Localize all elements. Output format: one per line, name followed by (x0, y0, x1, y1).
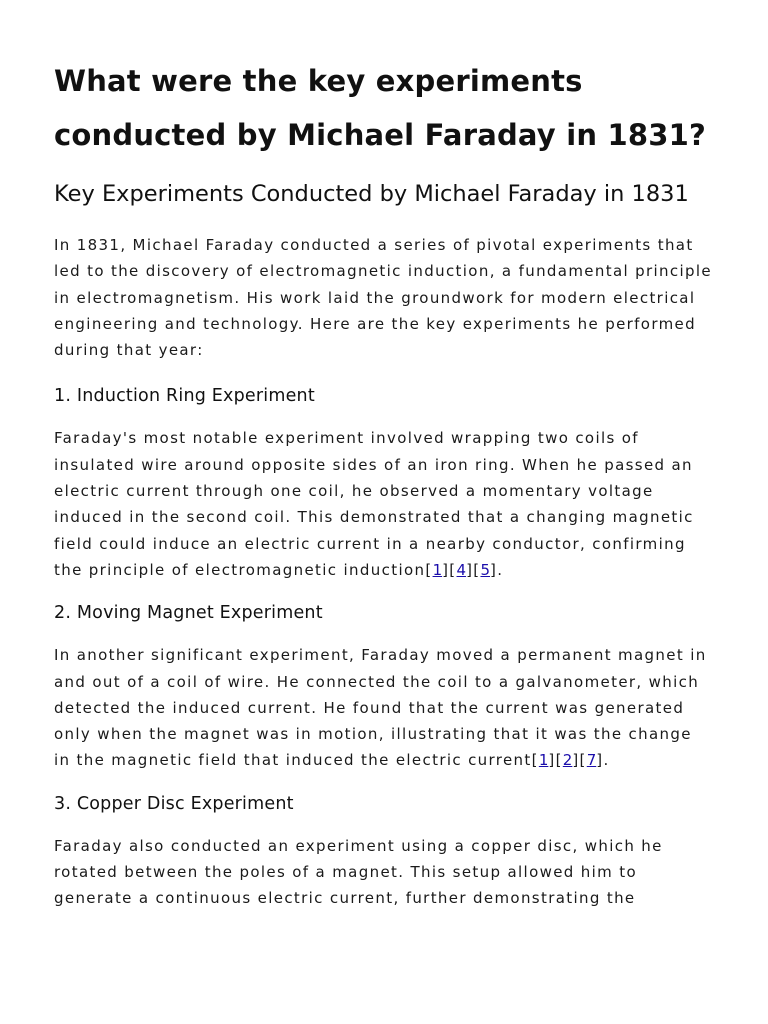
section-text: Faraday also conducted an experiment using a copper disc, which he rotated between the poles of a magnet. This setup allowed him to generate a continuous electric current, further demonstrating the (54, 836, 663, 908)
section-paragraph-induction-ring: Faraday's most notable experiment involved wrapping two coils of insulated wire around opposite sides of an iron ring. When he passed an electric current through one coil, he observed a momentary voltage induced in the second coil. This demonstrated that a changing magnetic field could induce an electric current in a nearby conductor, confirming the principle of electromagnetic induction[1][4][5]. (54, 429, 694, 579)
sentence-end: . (497, 560, 504, 579)
citation-link[interactable]: 2 (562, 751, 573, 770)
sentence-end: . (603, 751, 610, 770)
citation-link[interactable]: 7 (586, 751, 597, 770)
intro-paragraph: In 1831, Michael Faraday conducted a series of pivotal experiments that led to the discovery of electromagnetic induction, a fundamental principle in electromagnetism. His work laid the groundwork for modern electrical engineering and technology. Here are the key experiments he performed during that year: (54, 236, 712, 360)
citation-link[interactable]: 1 (432, 560, 443, 579)
section-paragraph-copper-disc (54, 833, 714, 912)
section-heading-induction-ring: 1. Induction Ring Experiment (54, 386, 315, 407)
citation-link[interactable]: 4 (456, 560, 467, 579)
section-heading-copper-disc: 3. Copper Disc Experiment (54, 793, 294, 814)
section-text: Faraday's most notable experiment involved wrapping two coils of insulated wire around opposite sides of an iron ring. When he passed an electric current through one coil, he observed a momentary voltage induced in the second coil. This demonstrated that a changing magnetic field could induce an electric current in a nearby conductor, confirming the principle of electromagnetic induction (54, 429, 694, 579)
section-paragraph-moving-magnet: In another significant experiment, Faraday moved a permanent magnet in and out of a coil of wire. He connected the coil to a galvanometer, which detected the induced current. He found that the current was generated only when the magnet was in motion, illustrating that it was the change in the magnetic field that induced the electric current[1][2][7]. (54, 646, 707, 770)
article-subtitle: Key Experiments Conducted by Michael Faraday in 1831 (54, 181, 689, 207)
section-heading-moving-magnet: 2. Moving Magnet Experiment (54, 603, 323, 624)
page-title: What were the key experiments conducted by Michael Faraday in 1831? (54, 64, 707, 152)
section-text: In another significant experiment, Faraday moved a permanent magnet in and out of a coil of wire. He connected the coil to a galvanometer, which detected the induced current. He found that the current was generated only when the magnet was in motion, illustrating that it was the change in the magnetic field that induced the electric current (54, 646, 707, 770)
citation-link[interactable]: 5 (480, 560, 491, 579)
citation-link[interactable]: 1 (538, 751, 549, 770)
